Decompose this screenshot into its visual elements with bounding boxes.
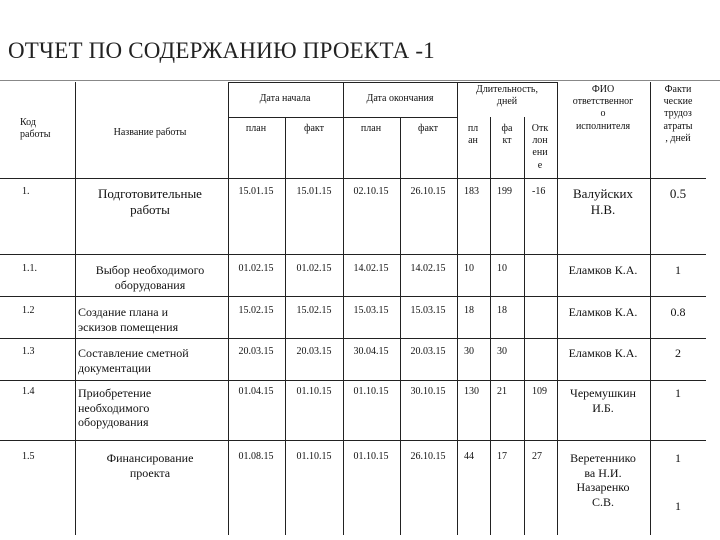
header-name: Название работы <box>113 127 187 138</box>
page-title: ОТЧЕТ ПО СОДЕРЖАНИЮ ПРОЕКТА -1 <box>8 38 435 63</box>
row-labor: 1 <box>675 386 681 400</box>
row-code: 1. <box>22 186 30 197</box>
row-end-plan: 30.04.15 <box>353 346 389 357</box>
row-start-fact: 01.10.15 <box>296 386 332 397</box>
header-dur-fact: фа кт <box>501 123 513 147</box>
row-end-fact: 26.10.15 <box>410 451 446 462</box>
row-end-fact: 14.02.15 <box>410 263 446 274</box>
row-dur-plan: 18 <box>464 305 474 316</box>
row-responsible: Черемушкин И.Б. <box>570 386 636 415</box>
header-code: Код работы <box>20 117 51 141</box>
row-dur-dev: 27 <box>532 451 542 462</box>
row-responsible: Веретеннико ва Н.И. Назаренко С.В. <box>570 451 636 509</box>
row-start-plan: 01.02.15 <box>238 263 274 274</box>
header-end-date: Дата окончания <box>366 93 434 104</box>
row-separator-line <box>0 338 706 339</box>
col-line-dur-fact <box>490 117 491 535</box>
row-dur-fact: 199 <box>497 186 512 197</box>
row-end-plan: 01.10.15 <box>353 451 389 462</box>
header-start-date: Дата начала <box>259 93 311 104</box>
row-dur-plan: 183 <box>464 186 479 197</box>
row-end-plan: 15.03.15 <box>353 305 389 316</box>
col-line-end <box>343 82 344 535</box>
row-responsible: Еламков К.А. <box>568 346 638 360</box>
row-dur-fact: 30 <box>497 346 507 357</box>
row-name: Финансирование проекта <box>106 451 194 480</box>
row-end-fact: 15.03.15 <box>410 305 446 316</box>
row-responsible: Еламков К.А. <box>568 305 638 319</box>
row-labor: 2 <box>675 346 681 360</box>
row-name: Выбор необходимого оборудования <box>95 263 205 292</box>
row-start-fact: 01.10.15 <box>296 451 332 462</box>
row-responsible: Валуйских Н.В. <box>572 186 634 217</box>
row-code: 1.1. <box>22 263 37 274</box>
row-end-plan: 02.10.15 <box>353 186 389 197</box>
header-top-line <box>228 82 557 83</box>
row-responsible: Еламков К.А. <box>568 263 638 277</box>
col-line-dur-dev <box>524 117 525 535</box>
row-name: Приобретение необходимого оборудования <box>78 386 152 430</box>
row-start-plan: 15.01.15 <box>238 186 274 197</box>
header-bottom-line <box>0 178 706 179</box>
row-separator-line <box>0 296 706 297</box>
row-dur-dev: 109 <box>532 386 547 397</box>
row-labor: 1 <box>675 499 681 513</box>
header-responsible: ФИО ответственног о исполнителя <box>572 84 634 132</box>
row-dur-fact: 18 <box>497 305 507 316</box>
col-line-start-fact <box>285 117 286 535</box>
col-line-name <box>75 82 76 535</box>
row-separator-line <box>0 380 706 381</box>
header-dur-dev: Отк лон ени е <box>531 123 549 171</box>
row-start-fact: 01.02.15 <box>296 263 332 274</box>
row-end-fact: 30.10.15 <box>410 386 446 397</box>
col-line-start <box>228 82 229 535</box>
row-end-plan: 01.10.15 <box>353 386 389 397</box>
header-end-fact: факт <box>417 123 439 134</box>
row-labor: 1 <box>675 263 681 277</box>
header-start-plan: план <box>245 123 267 134</box>
row-end-fact: 20.03.15 <box>410 346 446 357</box>
row-labor: 0.5 <box>669 186 687 201</box>
row-start-plan: 01.08.15 <box>238 451 274 462</box>
col-line-duration <box>457 82 458 535</box>
row-separator-line <box>0 440 706 441</box>
row-dur-fact: 17 <box>497 451 507 462</box>
header-actual-labor: Факти ческие трудоз атраты , дней <box>663 84 693 144</box>
row-code: 1.3 <box>22 346 35 357</box>
row-dur-fact: 10 <box>497 263 507 274</box>
row-start-fact: 15.01.15 <box>296 186 332 197</box>
row-dur-plan: 30 <box>464 346 474 357</box>
row-start-fact: 15.02.15 <box>296 305 332 316</box>
row-separator-line <box>0 254 706 255</box>
row-dur-plan: 44 <box>464 451 474 462</box>
row-labor: 0.8 <box>670 305 686 319</box>
row-dur-fact: 21 <box>497 386 507 397</box>
row-name: Составление сметной документации <box>78 346 189 375</box>
row-code: 1.2 <box>22 305 35 316</box>
header-end-plan: план <box>360 123 382 134</box>
header-duration: Длительность, дней <box>476 84 538 108</box>
row-start-fact: 20.03.15 <box>296 346 332 357</box>
row-end-fact: 26.10.15 <box>410 186 446 197</box>
row-name: Создание плана и эскизов помещения <box>78 305 179 334</box>
row-labor: 1 <box>675 451 681 465</box>
col-line-end-fact <box>400 117 401 535</box>
row-dur-dev: -16 <box>532 186 546 197</box>
col-line-labor <box>650 82 651 535</box>
row-code: 1.4 <box>22 386 35 397</box>
col-line-responsible <box>557 82 558 535</box>
row-name: Подготовительные работы <box>98 186 202 217</box>
row-code: 1.5 <box>22 451 35 462</box>
row-end-plan: 14.02.15 <box>353 263 389 274</box>
row-start-plan: 01.04.15 <box>238 386 274 397</box>
row-dur-plan: 10 <box>464 263 474 274</box>
row-start-plan: 15.02.15 <box>238 305 274 316</box>
row-dur-plan: 130 <box>464 386 479 397</box>
header-dur-plan: пл ан <box>467 123 479 147</box>
header-start-fact: факт <box>303 123 325 134</box>
row-start-plan: 20.03.15 <box>238 346 274 357</box>
